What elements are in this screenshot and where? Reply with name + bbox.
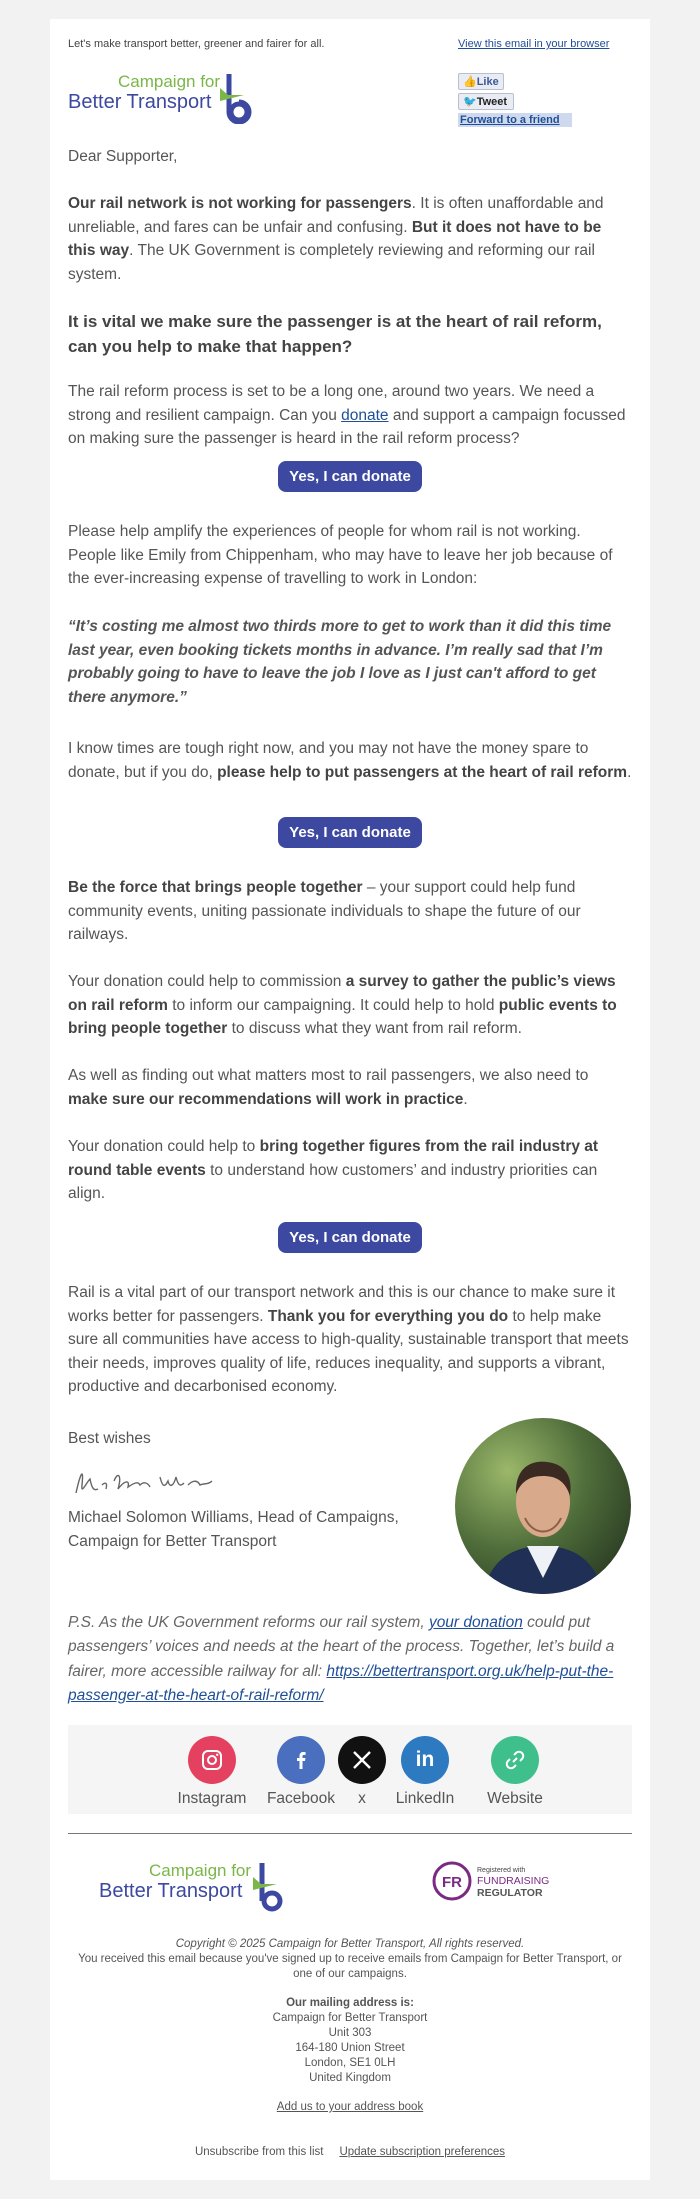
svg-text:Better Transport: Better Transport xyxy=(99,1880,243,1902)
instagram-icon xyxy=(188,1736,236,1784)
donate-button-2[interactable]: Yes, I can donate xyxy=(278,817,422,848)
email-container xyxy=(50,19,650,2180)
unsubscribe-link[interactable]: Unsubscribe from this list xyxy=(194,2146,324,2158)
donate-button-1[interactable]: Yes, I can donate xyxy=(278,461,422,492)
social-share-block xyxy=(458,73,572,127)
paragraph-1: Our rail network is not working for passengers. It is often unaffordable and unreliable, and fares can be unfair and confusing. But it does not have to be this way. The UK Government is completely reviewing and reforming our rail system. xyxy=(68,195,604,283)
facebook-like-button[interactable]: 👍Like xyxy=(458,73,504,90)
logo-line2: Better Transport xyxy=(68,91,212,113)
view-in-browser-link[interactable]: View this email in your browser xyxy=(458,38,610,50)
ps-donation-link[interactable]: your donation xyxy=(428,1614,523,1631)
signoff: Best wishes xyxy=(68,1430,151,1447)
tweet-button[interactable]: 🐦Tweet xyxy=(458,93,514,110)
ps-url-link[interactable]: https://bettertransport.org.uk/help-put-the-passenger-at-the-heart-of-rail-reform/ xyxy=(68,1662,614,1704)
svg-text:FR: FR xyxy=(442,1874,462,1891)
linkedin-icon: in xyxy=(401,1736,449,1784)
postscript: P.S. As the UK Government reforms our rail system, your donation could put passengers’ voices and needs at the heart of the process. Together, let’s build a fairer, more accessible railway for all: https://bettertransport.org.uk/help-put-the-passenger-at-the-heart-of-rail-reform/ xyxy=(68,1614,615,1704)
paragraph-2: The rail reform process is set to be a long one, around two years. We need a strong and resilient campaign. Can you donate and support a campaign focussed on making sure the passenger is heard in the rail reform process? xyxy=(68,383,626,448)
thumbs-up-icon: 👍 xyxy=(463,76,477,88)
paragraph-9: Rail is a vital part of our transport network and this is our chance to make sure it works better for passengers. Thank you for everything you do to help make sure all communities have access to high-quality, sustainable transport that meets their needs, improves quality of life, reduces inequality, and supports a vibrant, productive and decarbonised economy. xyxy=(68,1284,629,1396)
svg-text:Registered with: Registered with xyxy=(477,1867,526,1874)
social-linkedin[interactable]: in LinkedIn xyxy=(385,1736,465,1808)
preheader-text: Let's make transport better, greener and fairer for all. xyxy=(68,38,325,50)
address-line: United Kingdom xyxy=(309,2072,391,2084)
twitter-bird-icon: 🐦 xyxy=(463,96,477,108)
x-icon xyxy=(338,1736,386,1784)
paragraph-4: I know times are tough right now, and you may not have the money spare to donate, but if you do, please help to put passengers at the heart of rail reform. xyxy=(68,740,632,781)
social-facebook[interactable]: Facebook xyxy=(261,1736,341,1808)
add-to-address-book-link[interactable]: Add us to your address book xyxy=(276,2101,424,2113)
greeting: Dear Supporter, xyxy=(68,148,178,165)
svg-text:Campaign for: Campaign for xyxy=(149,1861,252,1880)
svg-text:FUNDRAISING: FUNDRAISING xyxy=(477,1875,550,1887)
social-instagram[interactable]: Instagram xyxy=(172,1736,252,1808)
signer-photo xyxy=(455,1418,631,1594)
address-line: Campaign for Better Transport xyxy=(272,2012,428,2024)
link-icon xyxy=(491,1736,539,1784)
donate-inline-link[interactable]: donate xyxy=(341,406,389,424)
section-heading: It is vital we make sure the passenger is at the heart of rail reform, can you help to make that happen? xyxy=(68,312,602,356)
emily-quote: “It’s costing me almost two thirds more to get to work than it did this time last year, even booking tickets months in advance. I’m really sad that I’m probably going to have to leave the job I love as I just can't afford to get there anymore.” xyxy=(68,618,612,706)
logo-line1: Campaign for xyxy=(118,72,221,91)
signature-image xyxy=(68,1455,268,1505)
subscription-reason: You received this email because you've signed up to receive emails from Campaign for Better Transport, or one of our campaigns. xyxy=(78,1953,622,1980)
address-line: 164-180 Union Street xyxy=(295,2042,405,2054)
signer-name: Michael Solomon Williams, Head of Campaigns, Campaign for Better Transport xyxy=(68,1509,399,1550)
address-line: Unit 303 xyxy=(328,2027,372,2039)
svg-text:REGULATOR: REGULATOR xyxy=(477,1887,543,1899)
social-links-bar xyxy=(68,1725,632,1814)
copyright-text: Copyright © 2025 Campaign for Better Transport, All rights reserved. xyxy=(175,1938,525,1950)
update-preferences-link[interactable]: Update subscription preferences xyxy=(339,2146,506,2158)
paragraph-3: Please help amplify the experiences of people for whom rail is not working. People like Emily from Chippenham, who may have to leave her job because of the ever-increasing expense of travelling to work in London: xyxy=(68,523,613,588)
add-address-book xyxy=(68,2100,632,2115)
paragraph-5: Be the force that brings people together – your support could help fund community events, uniting passionate individuals to shape the future of our railways. xyxy=(68,879,581,944)
address-line: London, SE1 0LH xyxy=(304,2057,396,2069)
donate-button-3[interactable]: Yes, I can donate xyxy=(278,1222,422,1253)
campaign-logo[interactable] xyxy=(68,68,264,124)
fundraising-regulator-badge xyxy=(432,1859,572,1903)
paragraph-7: As well as finding out what matters most to rail passengers, we also need to make sure our recommendations will work in practice. xyxy=(68,1067,589,1108)
address-title: Our mailing address is: xyxy=(286,1997,414,2009)
campaign-logo-footer[interactable] xyxy=(99,1857,299,1913)
social-x[interactable]: x xyxy=(322,1736,402,1808)
paragraph-6: Your donation could help to commission a survey to gather the public’s views on rail reform to inform our campaigning. It could help to hold public events to bring people together to discuss what they want from rail reform. xyxy=(68,973,617,1038)
footer-divider xyxy=(68,1833,632,1834)
unsubscribe-row xyxy=(68,2145,632,2160)
forward-to-friend-link[interactable]: Forward to a friend xyxy=(458,113,572,127)
facebook-icon xyxy=(277,1736,325,1784)
paragraph-8: Your donation could help to bring together figures from the rail industry at round table events to understand how customers’ and industry priorities can align. xyxy=(68,1138,599,1203)
social-website[interactable]: Website xyxy=(475,1736,555,1808)
